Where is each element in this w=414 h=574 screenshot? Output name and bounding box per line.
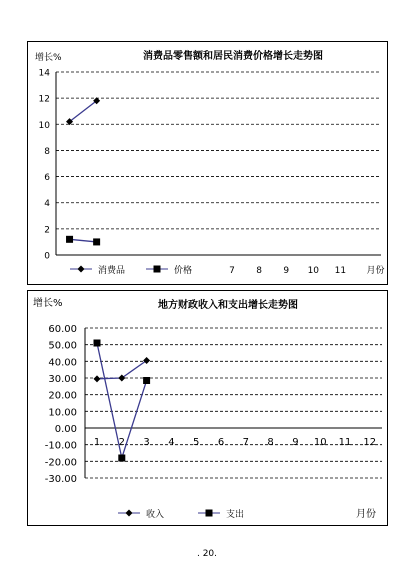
retail-price-chart-panel (27, 41, 388, 285)
y-tick-label-2: 40.00 (48, 357, 77, 369)
y-tick-label-3: 6 (44, 173, 50, 184)
legend-label-1: 价格 (174, 266, 193, 276)
x-tick-label-5: 月份 (366, 266, 385, 276)
chart-title: 地方财政收入和支出增长走势图 (158, 300, 298, 311)
y-tick-label-5: 10.00 (48, 407, 77, 419)
legend-marker-0 (126, 510, 133, 517)
x-tick-label-1: 2 (118, 437, 125, 448)
y-tick-label-6: 0.00 (54, 424, 77, 435)
y-tick-label-2: 4 (44, 199, 50, 210)
page-number: . 20. (196, 549, 218, 559)
fiscal-chart (28, 291, 389, 527)
data-point-1-0 (66, 236, 73, 243)
x-tick-label-0: 1 (93, 437, 101, 448)
x-tick-label-7: 8 (267, 437, 274, 448)
y-tick-label-0: 60.00 (48, 324, 77, 335)
y-tick-label-7: 14 (38, 68, 50, 79)
x-tick-label-0: 7 (229, 266, 235, 276)
y-tick-label-3: 30.00 (48, 374, 77, 385)
x-tick-label-4: 5 (193, 437, 200, 448)
y-axis-label: 增长% (33, 298, 63, 309)
x-tick-label-9: 10 (313, 437, 327, 448)
legend-marker-0 (78, 266, 85, 273)
chart-title: 消费品零售额和居民消费价格增长走势图 (143, 51, 323, 62)
x-tick-label-5: 6 (217, 437, 225, 448)
data-point-1-0 (94, 340, 101, 347)
legend-label-1: 支出 (226, 510, 245, 520)
y-tick-label-0: 0 (44, 251, 50, 262)
data-point-1-2 (143, 377, 150, 384)
x-tick-label-3: 4 (168, 437, 175, 448)
x-tick-label-10: 11 (338, 437, 352, 448)
x-tick-label-3: 10 (307, 266, 320, 276)
x-tick-label-11: 12 (363, 437, 377, 448)
x-tick-label-1: 8 (256, 266, 262, 276)
data-point-1-1 (93, 238, 100, 245)
x-tick-label-4: 11 (334, 266, 347, 276)
series-line-1 (70, 239, 97, 242)
x-tick-label-2: 9 (283, 266, 290, 276)
x-tick-label-2: 3 (143, 437, 150, 448)
y-tick-label-1: 2 (44, 225, 50, 236)
legend-marker-1 (206, 510, 213, 517)
fiscal-chart-panel (27, 290, 388, 526)
x-tick-label-8: 9 (292, 437, 299, 448)
y-tick-label-4: 8 (44, 146, 50, 157)
x-axis-title: 月份 (356, 509, 376, 520)
legend-label-0: 消费品 (98, 266, 126, 276)
y-tick-label-7: -10.00 (44, 440, 77, 452)
y-tick-label-4: 20.00 (48, 390, 77, 402)
legend-label-0: 收入 (146, 510, 165, 520)
y-tick-label-1: 50.00 (48, 340, 77, 352)
y-tick-label-9: -30.00 (44, 474, 77, 485)
y-tick-label-5: 10 (38, 120, 50, 131)
y-axis-label: 增长% (35, 53, 62, 63)
series-line-0 (70, 101, 97, 122)
y-tick-label-8: -20.00 (44, 457, 77, 469)
x-tick-label-6: 7 (242, 437, 249, 448)
legend-marker-1 (154, 266, 161, 273)
data-point-0-0 (94, 375, 101, 382)
data-point-1-1 (118, 455, 125, 462)
y-tick-label-6: 12 (38, 94, 50, 105)
retail-price-chart (28, 42, 389, 286)
